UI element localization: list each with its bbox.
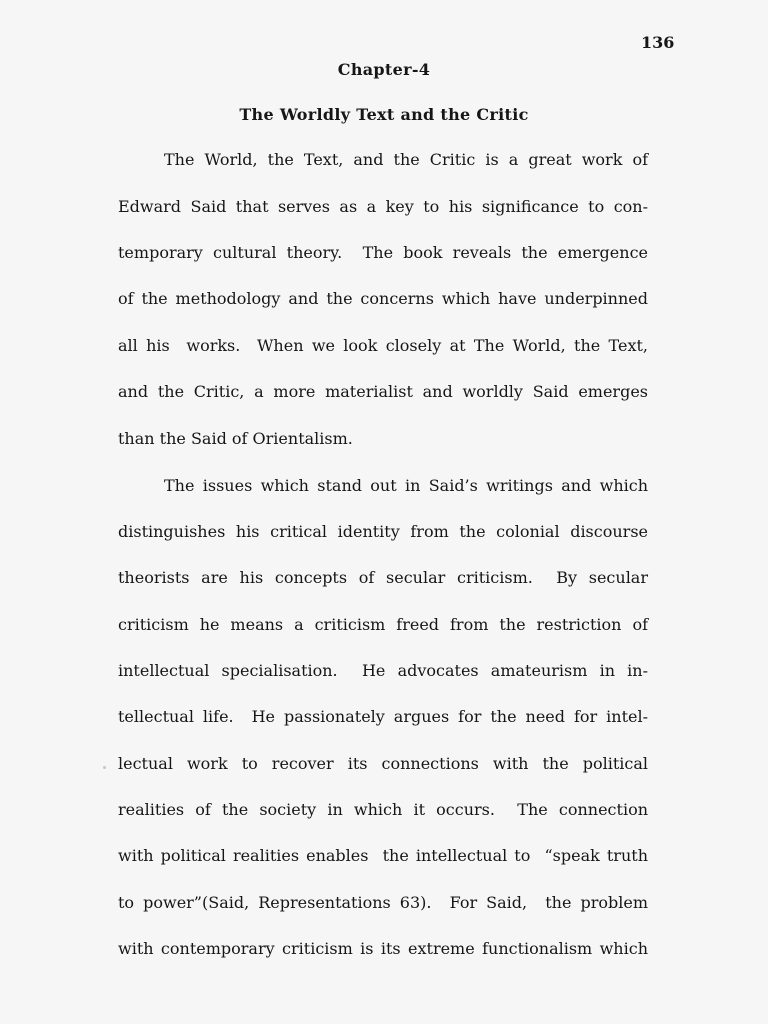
body-line: with contemporary criticism is its extreme functionalism which [118,939,648,958]
body-text [118,145,648,975]
chapter-title: The Worldly Text and the Critic [239,105,529,124]
body-line: criticism he means a criticism freed from the restriction of [118,615,648,634]
scan-margin-mark [103,766,106,769]
body-line: all his works. When we look closely at The World, the Text, [118,336,648,355]
page-number: 136 [641,33,675,52]
body-line: temporary cultural theory. The book reveals the emergence [118,243,648,262]
body-line: theorists are his concepts of secular criticism. By secular [118,568,648,587]
body-line: than the Said of Orientalism. [118,429,353,448]
body-line: to power”(Said, Representations 63). For Said, the problem [118,893,648,912]
body-line: with political realities enables the intellectual to “speak truth [118,846,648,865]
body-line: and the Critic, a more materialist and worldly Said emerges [118,382,648,401]
chapter-label: Chapter-4 [337,60,431,79]
body-line: intellectual specialisation. He advocates amateurism in in- [118,661,648,680]
body-line: realities of the society in which it occurs. The connection [118,800,648,819]
body-line: The World, the Text, and the Critic is a great work of [164,150,648,169]
body-line: tellectual life. He passionately argues for the need for intel- [118,707,648,726]
body-line: The issues which stand out in Said’s writings and which [164,476,648,495]
body-line: distinguishes his critical identity from the colonial discourse [118,522,648,541]
body-line: Edward Said that serves as a key to his significance to con- [118,197,648,216]
body-line: of the methodology and the concerns which have underpinned [118,289,648,308]
body-line: lectual work to recover its connections with the political [118,754,648,773]
